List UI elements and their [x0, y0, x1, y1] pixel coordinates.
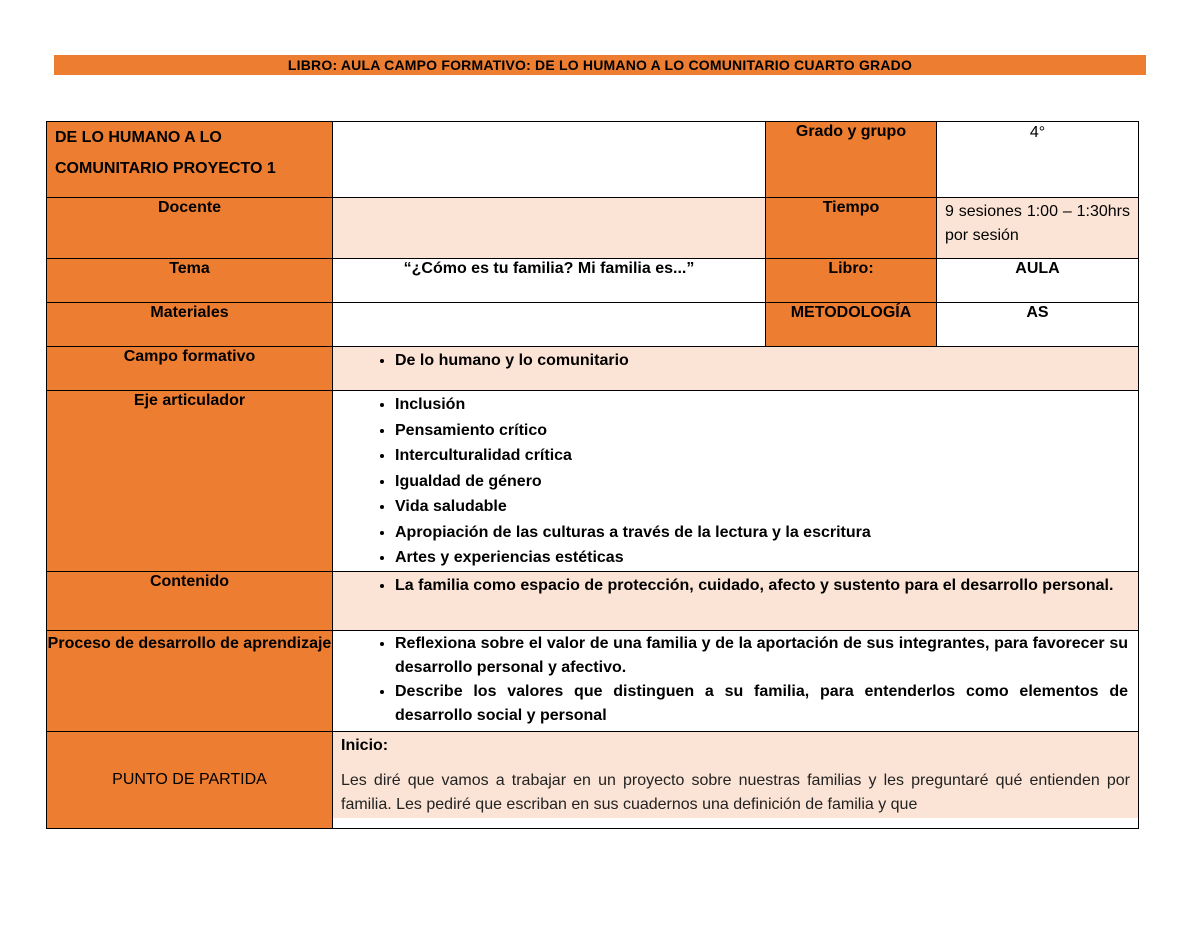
list-item: • Pensamiento crítico — [395, 418, 1128, 444]
contenido-list — [333, 573, 1138, 599]
row-contenido — [47, 572, 1139, 631]
list-item: • Igualdad de género — [395, 469, 1128, 495]
pda-list — [333, 632, 1138, 728]
docente-value — [333, 198, 766, 259]
punto-label-text: PUNTO DE PARTIDA — [112, 771, 267, 788]
inicio-title: Inicio: — [341, 737, 389, 754]
row-project — [47, 122, 1139, 198]
campo-label: Campo formativo — [47, 347, 333, 391]
planning-table — [46, 121, 1139, 829]
metodologia-value: AS — [937, 303, 1139, 347]
campo-list — [333, 348, 1138, 374]
list-item: • De lo humano y lo comunitario — [395, 348, 1128, 374]
list-item: • Describe los valores que distinguen a su familia, para entenderlos como elementos de desarrollo social y personal — [395, 680, 1128, 728]
materiales-label: Materiales — [47, 303, 333, 347]
campo-value — [333, 347, 1139, 391]
row-punto — [47, 732, 1139, 829]
metodologia-label: METODOLOGÍA — [766, 303, 937, 347]
list-item: • Inclusión — [395, 392, 1128, 418]
eje-list — [333, 392, 1138, 571]
row-eje — [47, 391, 1139, 572]
list-item: • Reflexiona sobre el valor de una familia y de la aportación de sus integrantes, para favorecer su desarrollo personal y afectivo. — [395, 632, 1128, 680]
eje-label: Eje articulador — [47, 391, 333, 572]
row-tema — [47, 259, 1139, 303]
row-docente — [47, 198, 1139, 259]
grado-label: Grado y grupo — [766, 122, 937, 198]
tiempo-value: 9 sesiones 1:00 – 1:30hrs por sesión — [937, 198, 1139, 259]
project-title-value — [333, 122, 766, 198]
project-title: DE LO HUMANO A LO COMUNITARIO PROYECTO 1 — [47, 122, 333, 198]
tiempo-label: Tiempo — [766, 198, 937, 259]
libro-label: Libro: — [766, 259, 937, 303]
punto-label — [47, 732, 333, 829]
materiales-value — [333, 303, 766, 347]
tema-value: “¿Cómo es tu familia? Mi familia es...” — [333, 259, 766, 303]
inicio-text: Les diré que vamos a trabajar en un proyecto sobre nuestras familias y les preguntaré qué entienden por familia. Les pediré que escriban en sus cuadernos una definición de familia y que — [341, 772, 1130, 813]
list-item: • Artes y experiencias estéticas — [395, 545, 1128, 571]
tema-label: Tema — [47, 259, 333, 303]
libro-value: AULA — [937, 259, 1139, 303]
row-pda — [47, 631, 1139, 732]
row-materiales — [47, 303, 1139, 347]
contenido-label: Contenido — [47, 572, 333, 631]
docente-label: Docente — [47, 198, 333, 259]
list-item: • Interculturalidad crítica — [395, 443, 1128, 469]
punto-value — [333, 732, 1139, 829]
row-campo — [47, 347, 1139, 391]
contenido-value — [333, 572, 1139, 631]
pda-value — [333, 631, 1139, 732]
document-banner: LIBRO: AULA CAMPO FORMATIVO: DE LO HUMANO A LO COMUNITARIO CUARTO GRADO — [54, 55, 1146, 75]
list-item: • Vida saludable — [395, 494, 1128, 520]
eje-value — [333, 391, 1139, 572]
grado-value: 4° — [937, 122, 1139, 198]
pda-label: Proceso de desarrollo de aprendizaje — [47, 631, 333, 732]
list-item: • La familia como espacio de protección, cuidado, afecto y sustento para el desarrollo personal. — [395, 573, 1128, 599]
list-item: • Apropiación de las culturas a través de la lectura y la escritura — [395, 520, 1128, 546]
